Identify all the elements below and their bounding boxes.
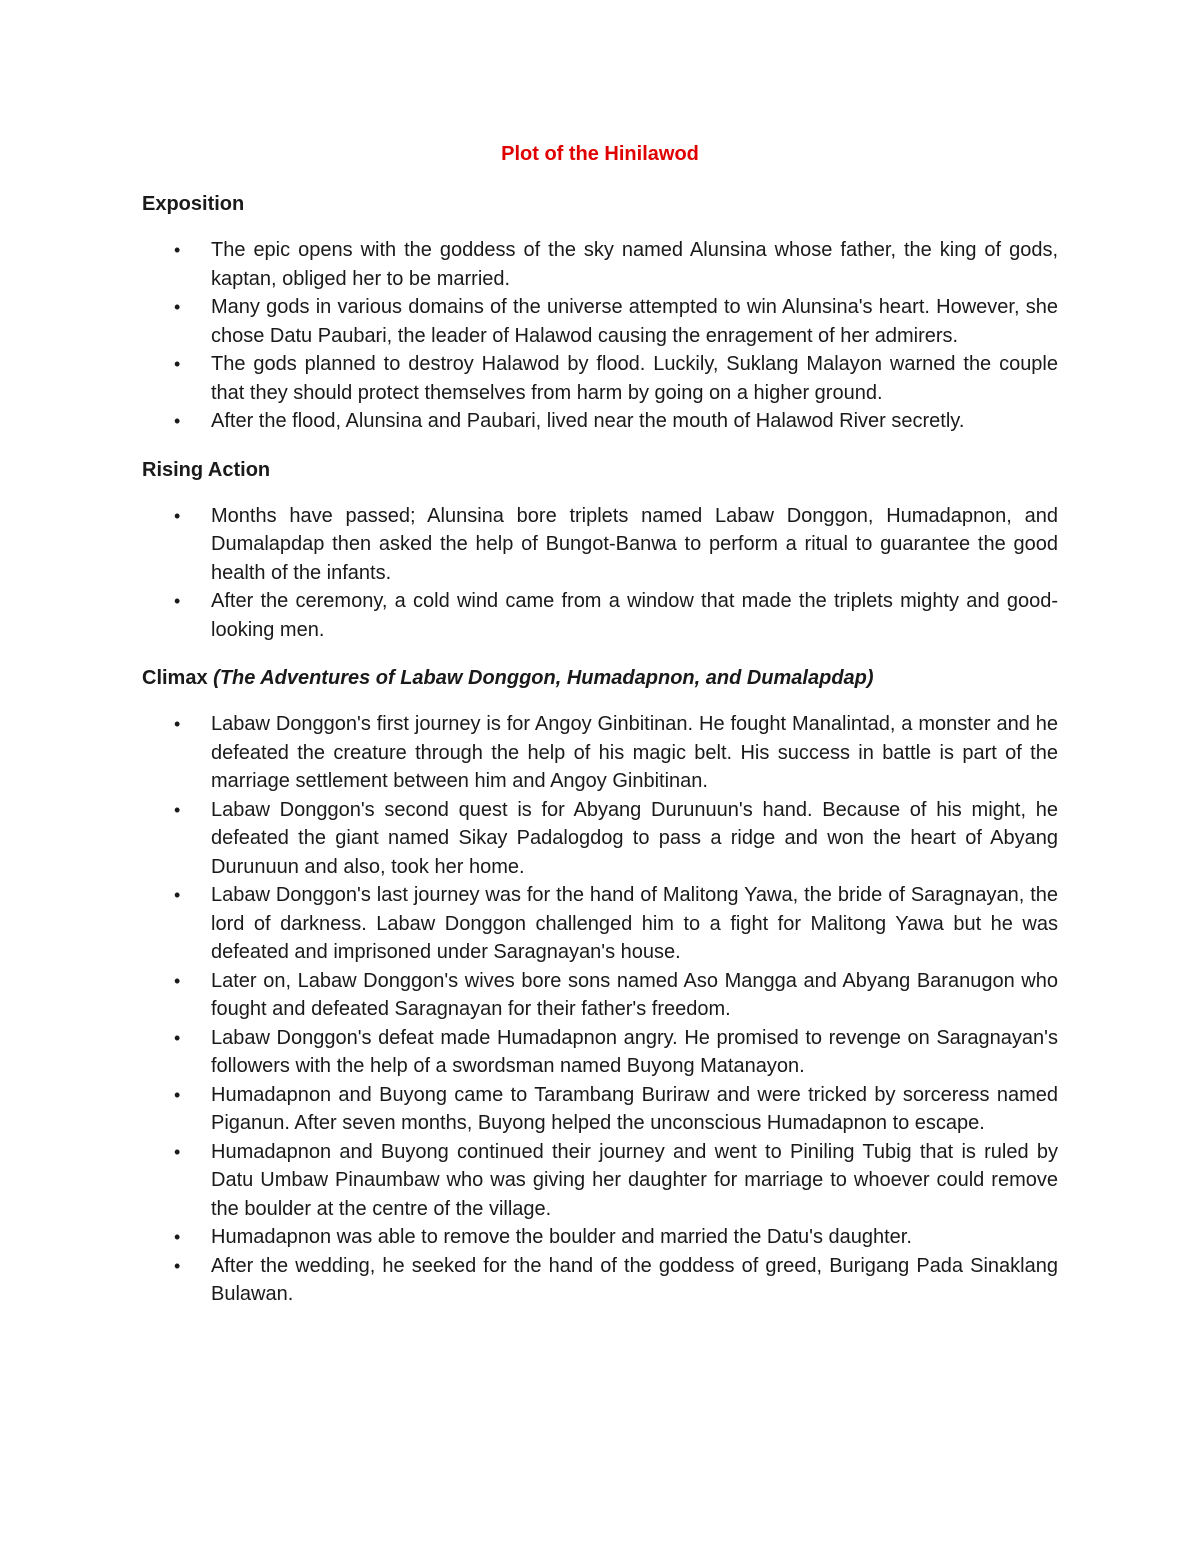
exposition-list <box>142 236 1058 436</box>
list-item: • After the ceremony, a cold wind came from a window that made the triplets mighty and good-looking men. <box>211 587 1058 644</box>
list-item: • Labaw Donggon's first journey is for Angoy Ginbitinan. He fought Manalintad, a monster and he defeated the creature through the help of his magic belt. His success in battle is part of the marriage settlement between him and Angoy Ginbitinan. <box>211 710 1058 796</box>
bullet-icon: • <box>174 591 181 611</box>
list-item: • Humadapnon and Buyong continued their journey and went to Piniling Tubig that is ruled by Datu Umbaw Pinaumbaw who was giving her daughter for marriage to whoever could remove the boulder at the centre of the village. <box>211 1138 1058 1224</box>
list-item: • Labaw Donggon's second quest is for Abyang Durunuun's hand. Because of his might, he defeated the giant named Sikay Padalogdog to pass a ridge and won the heart of Abyang Durunuun and also, took her home. <box>211 796 1058 882</box>
list-item: • Later on, Labaw Donggon's wives bore sons named Aso Mangga and Abyang Baranugon who fought and defeated Saragnayan for their father's freedom. <box>211 967 1058 1024</box>
bullet-icon: • <box>174 1141 181 1162</box>
section-heading-climax: Climax (The Adventures of Labaw Donggon, Humadapnon, and Dumalapdap) <box>142 667 874 689</box>
bullet-icon: • <box>174 411 181 431</box>
bullet-icon: • <box>174 354 181 374</box>
section-heading-rising-action: Rising Action <box>142 458 271 481</box>
climax-list <box>142 710 1058 1309</box>
page-title: Plot of the Hinilawod <box>501 143 699 165</box>
list-item: • Labaw Donggon's defeat made Humadapnon angry. He promised to revenge on Saragnayan's followers with the help of a swordsman named Buyong Matanayon. <box>211 1024 1058 1081</box>
bullet-icon: • <box>174 1084 181 1105</box>
climax-subheading: (The Adventures of Labaw Donggon, Humadapnon, and Dumalapdap) <box>213 667 874 689</box>
rising-action-list <box>142 502 1058 645</box>
bullet-icon: • <box>174 885 181 905</box>
list-item: • Labaw Donggon's last journey was for the hand of Malitong Yawa, the bride of Saragnayan, the lord of darkness. Labaw Donggon challenged him to a fight for Malitong Yawa but he was defeated and imprisoned under Saragnayan's house. <box>211 881 1058 967</box>
bullet-icon: • <box>174 297 181 317</box>
bullet-icon: • <box>174 240 181 260</box>
bullet-icon: • <box>174 505 181 526</box>
bullet-icon: • <box>174 1227 181 1247</box>
bullet-icon: • <box>174 1255 181 1276</box>
section-heading-exposition: Exposition <box>142 193 245 215</box>
list-item: • Humadapnon was able to remove the boulder and married the Datu's daughter. <box>211 1223 1058 1252</box>
bullet-icon: • <box>174 970 181 991</box>
list-item: • The gods planned to destroy Halawod by flood. Luckily, Suklang Malayon warned the couple that they should protect themselves from harm by going on a higher ground. <box>211 350 1058 407</box>
list-item: • Humadapnon and Buyong came to Tarambang Buriraw and were tricked by sorceress named Piganun. After seven months, Buyong helped the unconscious Humadapnon to escape. <box>211 1081 1058 1138</box>
list-item: • Months have passed; Alunsina bore triplets named Labaw Donggon, Humadapnon, and Dumalapdap then asked the help of Bungot-Banwa to perform a ritual to guarantee the good health of the infants. <box>211 502 1058 588</box>
list-item: • Many gods in various domains of the universe attempted to win Alunsina's heart. However, she chose Datu Paubari, the leader of Halawod causing the enragement of her admirers. <box>211 293 1058 350</box>
bullet-icon: • <box>174 714 181 734</box>
list-item: • The epic opens with the goddess of the sky named Alunsina whose father, the king of gods, kaptan, obliged her to be married. <box>211 236 1058 293</box>
bullet-icon: • <box>174 799 181 820</box>
list-item: • After the flood, Alunsina and Paubari, lived near the mouth of Halawod River secretly. <box>211 407 1058 436</box>
bullet-icon: • <box>174 1027 181 1048</box>
list-item: • After the wedding, he seeked for the hand of the goddess of greed, Burigang Pada Sinaklang Bulawan. <box>211 1252 1058 1309</box>
